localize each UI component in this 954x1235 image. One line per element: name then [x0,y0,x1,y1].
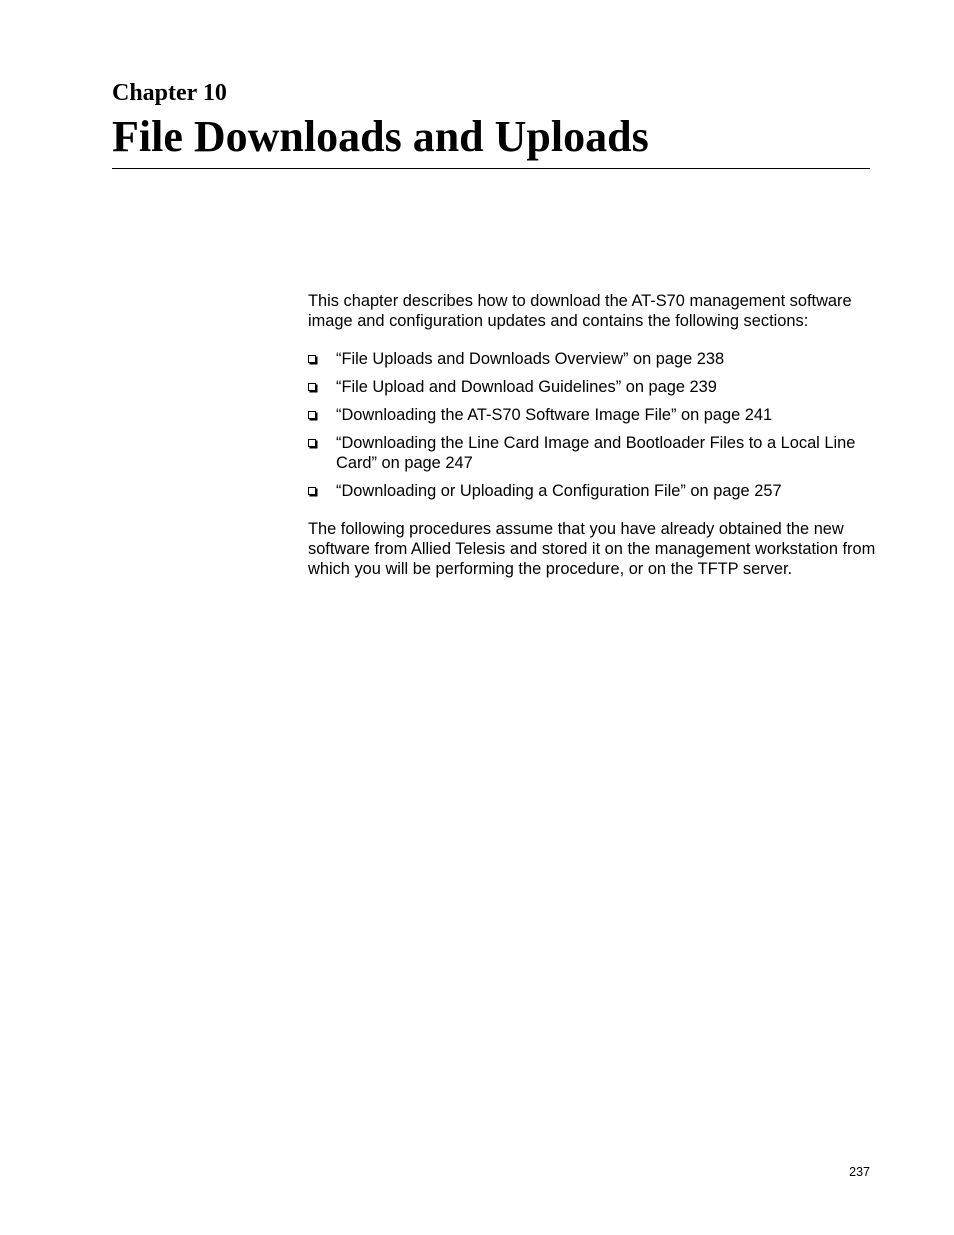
checkbox-bullet-icon [308,411,316,419]
section-link[interactable]: “Downloading the AT-S70 Software Image File” on page 241 [336,406,773,424]
checkbox-bullet-icon [308,355,316,363]
checkbox-bullet-icon [308,439,316,447]
intro-paragraph: This chapter describes how to download the AT-S70 management software image and configuration updates and contains the following sections: [308,292,852,330]
section-item [308,433,878,473]
section-item [308,377,878,397]
section-item [308,481,878,501]
section-item [308,405,878,425]
section-link[interactable]: “File Uploads and Downloads Overview” on page 238 [336,350,725,368]
chapter-label: Chapter 10 [112,80,227,106]
section-link[interactable]: “Downloading the Line Card Image and Bootloader Files to a Local Line Card” on page 247 [336,434,856,472]
section-link[interactable]: “File Upload and Download Guidelines” on page 239 [336,378,717,396]
page-number: 237 [849,1165,870,1179]
title-rule [112,168,870,169]
checkbox-bullet-icon [308,383,316,391]
closing-paragraph: The following procedures assume that you have already obtained the new software from Allied Telesis and stored it on the management workstation from which you will be performing the procedure, or on the TFTP server. [308,520,876,578]
section-item [308,349,878,369]
chapter-title: File Downloads and Uploads [112,112,649,161]
section-link[interactable]: “Downloading or Uploading a Configuration File” on page 257 [336,482,782,500]
chapter-body [308,291,878,579]
checkbox-bullet-icon [308,487,316,495]
section-list [308,349,878,501]
